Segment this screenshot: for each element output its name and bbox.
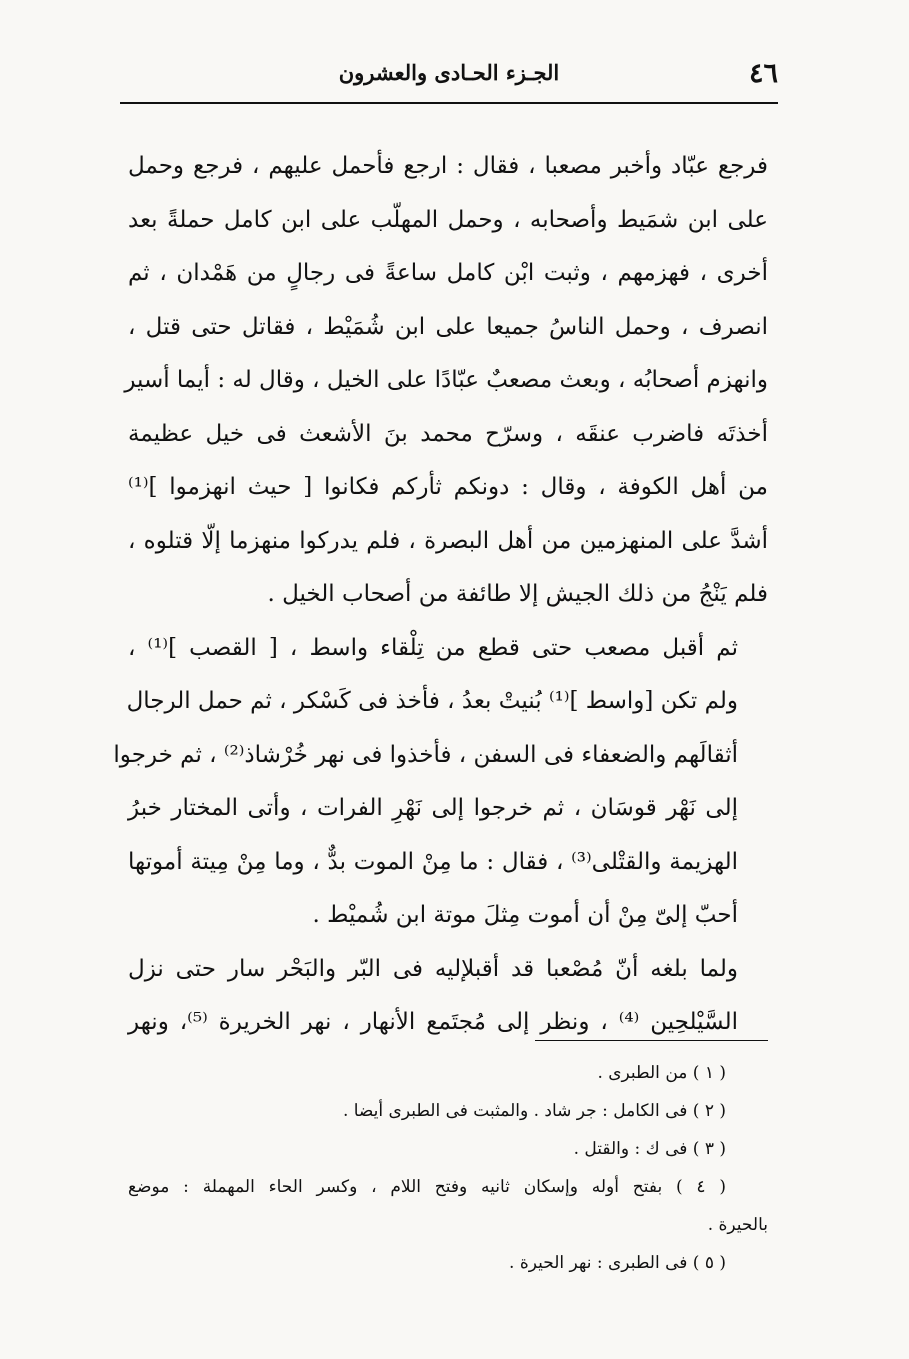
footnote-line: ( ٤ ) بفتح أوله وإسكان ثانيه وفتح اللام ، وكسر الحاء المهملة : موضع bbox=[128, 1177, 726, 1197]
footnote-line: ( ٢ ) فى الكامل : جر شاد . والمثبت فى الطبرى أيضا . bbox=[342, 1101, 726, 1121]
footnote-4 bbox=[128, 1168, 768, 1244]
main-text bbox=[113, 140, 768, 1050]
running-title: الجـزء الحـادى والعشرون bbox=[338, 60, 560, 85]
footnote-2 bbox=[128, 1092, 768, 1130]
text-line: أثقالَهم والضعفاء فى السفن ، فأخذوا فى نهر خُرْشاذ⁽²⁾ ، ثم خرجوا bbox=[113, 741, 738, 768]
text-line: السَّيْلحِين ⁽⁴⁾ ، ونظر إلى مُجتَمع الأنهار ، نهر الخريرة ⁽⁵⁾، ونهر bbox=[128, 1009, 739, 1035]
footnote-1 bbox=[128, 1054, 768, 1092]
header-rule bbox=[120, 102, 778, 104]
text-line: فرجع عبّاد وأخبر مصعبا ، فقال : ارجع فأحمل عليهم ، فرجع وحمل bbox=[128, 153, 768, 179]
text-line: أشدَّ على المنهزمين من أهل البصرة ، فلم يدركوا منهزما إلّا قتلوه ، bbox=[128, 527, 768, 554]
footnote-line: ( ١ ) من الطبرى . bbox=[597, 1063, 726, 1083]
footnote-5 bbox=[128, 1244, 768, 1282]
text-line: وانهزم أصحابُه ، وبعث مصعبٌ عبّادًا على الخيل ، وقال له : أيما أسير bbox=[124, 367, 768, 393]
text-line: ثم أقبل مصعب حتى قطع من تِلْقاء واسط ، [ القصب ]⁽¹⁾ ، bbox=[128, 634, 738, 661]
page-number: ٤٦ bbox=[748, 58, 778, 89]
text-line: الهزيمة والقتْلى⁽³⁾ ، فقال : ما مِنْ الموت بدٌّ ، وما مِنْ مِيتة أموتها bbox=[128, 848, 738, 875]
text-line: أحبّ إلىّ مِنْ أن أموت مِثلَ موتة ابن شُميْط . bbox=[312, 902, 738, 928]
text-line: على ابن شمَيط وأصحابه ، وحمل المهلّب على ابن كامل حملةً بعد bbox=[128, 206, 768, 233]
footnote-3 bbox=[128, 1130, 768, 1168]
text-line: ولما بلغه أنّ مُصْعبا قد أقبلإليه فى البّر والبَحْر سار حتى نزل bbox=[128, 955, 738, 982]
footnote-line: بالحيرة . bbox=[707, 1215, 768, 1235]
footnote-line: ( ٣ ) فى ك : والقتل . bbox=[573, 1139, 726, 1159]
text-line: أخذتَه فاضرب عنقَه ، وسرّح محمد بنَ الأشعث فى خيل عظيمة bbox=[128, 420, 768, 447]
text-line: فلم يَنْجُ من ذلك الجيش إلا طائفة من أصحاب الخيل . bbox=[267, 581, 768, 607]
paragraph-2 bbox=[113, 622, 768, 943]
text-line: انصرف ، وحمل الناسُ جميعا على ابن شُمَيْط ، فقاتل حتى قتل ، bbox=[128, 313, 768, 340]
page-header bbox=[120, 58, 778, 98]
text-line: ولم تكن [واسط ]⁽¹⁾ بُنيتْ بعدُ ، فأخذ فى كَسْكر ، ثم حمل الرجال bbox=[126, 688, 738, 714]
footnote-rule bbox=[535, 1040, 768, 1041]
footnote-line: ( ٥ ) فى الطبرى : نهر الحيرة . bbox=[509, 1253, 726, 1273]
paragraph-3 bbox=[128, 943, 768, 1050]
text-line: من أهل الكوفة ، وقال : دونكم ثأركم فكانوا [ حيث انهزموا ]⁽¹⁾ bbox=[128, 474, 768, 500]
text-line: أخرى ، فهزمهم ، وثبت ابْن كامل ساعةً فى رجالٍ من هَمْدان ، ثم bbox=[128, 260, 768, 286]
paragraph-1 bbox=[124, 140, 768, 622]
text-line: إلى نَهْر قوسَان ، ثم خرجوا إلى نَهْرِ الفرات ، وأتى المختار خبرُ bbox=[128, 795, 738, 821]
footnotes bbox=[128, 1054, 768, 1282]
